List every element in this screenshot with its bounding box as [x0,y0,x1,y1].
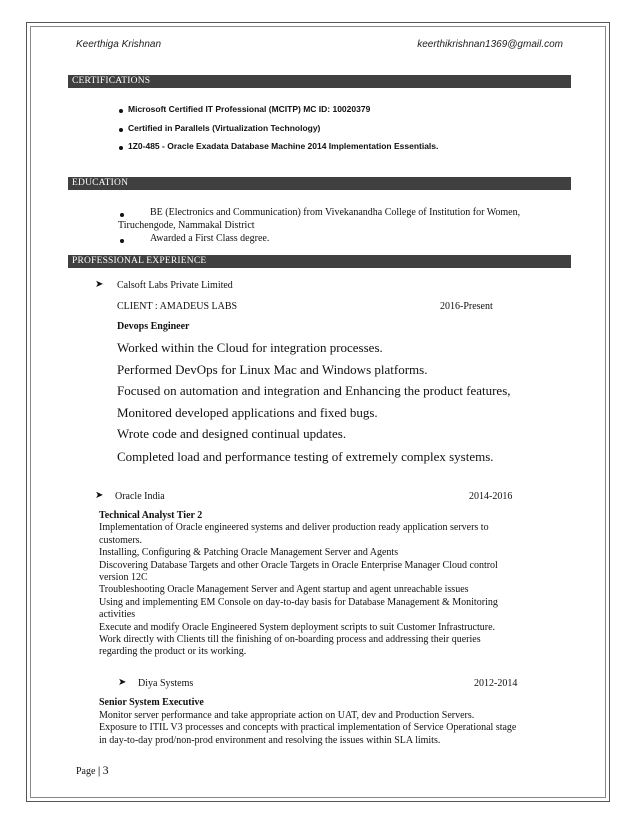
education-line: Tiruchengode, Nammakal District [118,220,255,231]
client-name: CLIENT : AMADEUS LABS [117,301,238,312]
section-bar-certifications [68,75,571,88]
duty-line: in day-to-day prod/non-prod environment and resolving the issues within SLA limits. [99,735,441,746]
duty-line: Focused on automation and integration and Enhancing the product features, [117,383,511,398]
duty-line: Execute and modify Oracle Engineered System deployment scripts to suit Customer Infrastructure. [99,622,496,633]
education-line: Awarded a First Class degree. [150,233,270,244]
duty-line: customers. [99,535,143,546]
page-number: 3 [102,763,109,777]
job-period: 2016-Present [440,301,493,312]
duty-line: version 12C [99,572,148,583]
section-title-education: EDUCATION [72,178,129,188]
duty-line: Performed DevOps for Linux Mac and Windows platforms. [117,362,428,377]
job-role: Senior System Executive [99,697,204,708]
job-role: Devops Engineer [117,321,190,332]
duty-line: regarding the product or its working. [99,646,247,657]
duty-line: Installing, Configuring & Patching Oracle Management Server and Agents [99,547,399,558]
duty-line: Completed load and performance testing of extremely complex systems. [117,449,494,464]
duty-line: Worked within the Cloud for integration processes. [117,340,383,355]
duty-line: Troubleshooting Oracle Management Server and Agent startup and agent unreachable issues [99,584,469,595]
duty-line: Discovering Database Targets and other Oracle Targets in Oracle Enterprise Manager Cloud control [99,560,498,571]
page-footer [76,763,109,778]
page-label: Page [76,766,96,777]
job-period: 2014-2016 [469,491,513,502]
duty-line: Using and implementing EM Console on day-to-day basis for Database Management & Monitoring [99,597,498,608]
duty-line: Work directly with Clients till the finishing of on-boarding process and addressing their queries [99,634,481,645]
duty-line: Monitored developed applications and fixed bugs. [117,405,378,420]
arrow-bullet-icon: ➤ [95,279,104,290]
company-name: Calsoft Labs Private Limited [117,280,233,291]
duty-line: Implementation of Oracle engineered systems and deliver production ready application servers to [99,522,489,533]
company-name: Diya Systems [138,678,194,689]
education-line: BE (Electronics and Communication) from Vivekanandha College of Institution for Women, [150,207,521,218]
section-title-certifications: CERTIFICATIONS [72,76,151,86]
cert-item: Microsoft Certified IT Professional (MCITP) MC ID: 10020379 [128,104,371,114]
bullet-icon [120,239,124,243]
section-bar-experience [68,255,571,268]
bullet-icon [119,146,123,150]
page-separator: | [97,766,101,777]
cert-item: Certified in Parallels (Virtualization Technology) [128,123,321,133]
header-name: Keerthiga Krishnan [76,39,162,50]
section-bar-education [68,177,571,190]
bullet-icon [120,213,124,217]
arrow-bullet-icon: ➤ [95,490,104,501]
arrow-bullet-icon: ➤ [118,677,127,688]
bullet-icon [119,128,123,132]
job-role: Technical Analyst Tier 2 [99,510,203,521]
duty-line: activities [99,609,136,620]
header-email: keerthikrishnan1369@gmail.com [417,39,563,50]
cert-item: 1Z0-485 - Oracle Exadata Database Machine 2014 Implementation Essentials. [128,141,439,151]
bullet-icon [119,109,123,113]
duty-line: Exposure to ITIL V3 processes and concepts with practical implementation of Service Operational stage [99,722,517,733]
duty-line: Monitor server performance and take appropriate action on UAT, dev and Production Servers. [99,710,475,721]
job-period: 2012-2014 [474,678,518,689]
section-title-experience: PROFESSIONAL EXPERIENCE [72,256,207,266]
company-name: Oracle India [115,491,165,502]
duty-line: Wrote code and designed continual updates. [117,426,347,441]
